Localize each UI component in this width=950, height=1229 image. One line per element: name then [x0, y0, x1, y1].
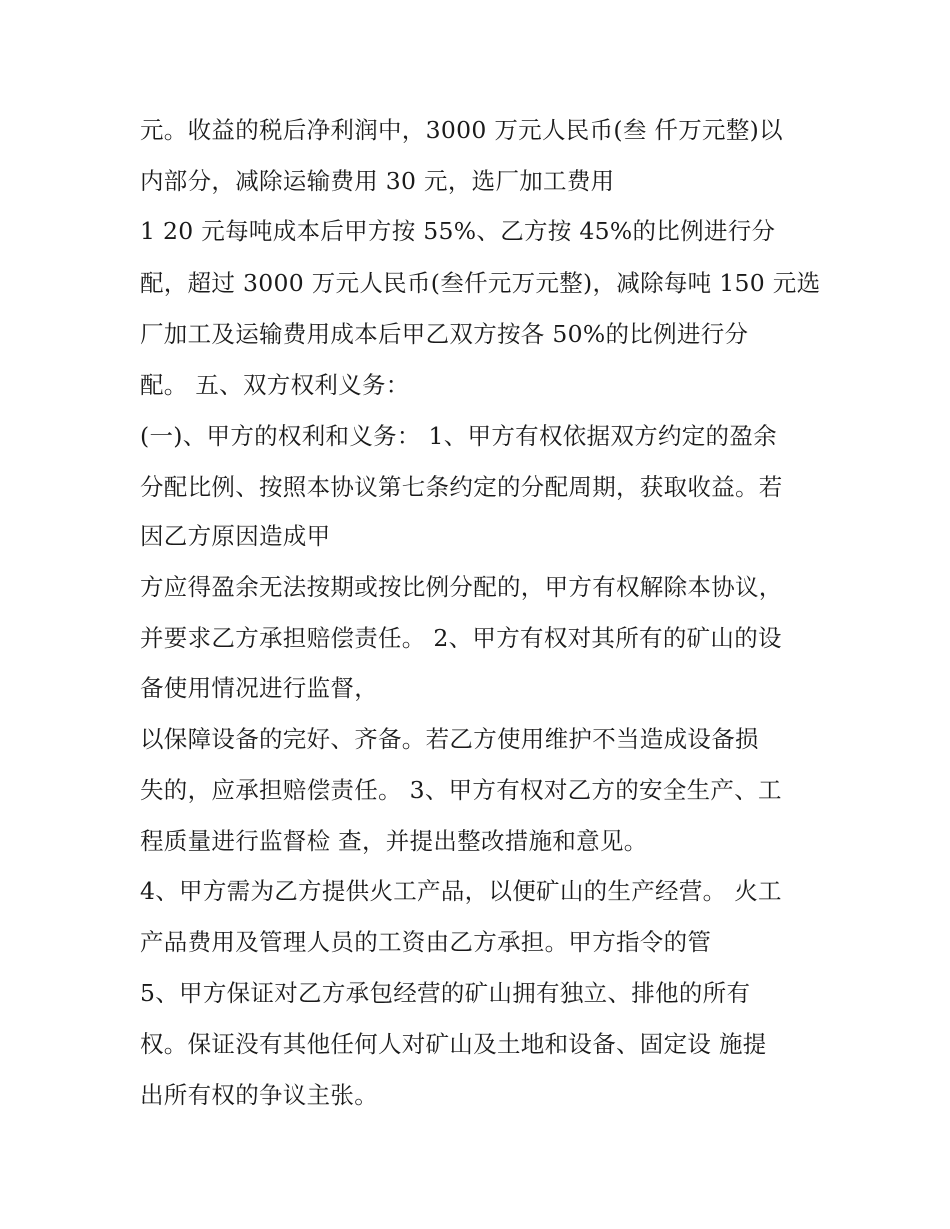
text-line-17: 产品费用及管理人员的工资由乙方承担。甲方指令的管	[140, 928, 712, 956]
text-line-13: 以保障设备的完好、齐备。若乙方使用维护不当造成设备损	[140, 725, 759, 753]
text-line-7: (一)、甲方的权利和义务： 1、甲方有权依据双方约定的盈余	[140, 422, 777, 450]
text-line-1: 元。收益的税后净利润中，3000 万元人民币(叁 仟万元整)以	[140, 116, 783, 144]
text-line-9: 因乙方原因造成甲	[140, 522, 331, 550]
text-line-19: 权。保证没有其他任何人对矿山及土地和设备、固定设 施提	[140, 1030, 767, 1058]
text-line-5: 厂加工及运输费用成本后甲乙双方按各 50%的比例进行分	[140, 320, 749, 348]
text-line-11: 并要求乙方承担赔偿责任。 2、甲方有权对其所有的矿山的设	[140, 624, 782, 652]
text-line-15: 程质量进行监督检 查，并提出整改措施和意见。	[140, 827, 648, 855]
text-line-4: 配，超过 3000 万元人民币(叁仟元万元整)，减除每吨 150 元选	[140, 269, 821, 297]
text-line-12: 备使用情况进行监督，	[140, 674, 378, 702]
text-line-8: 分配比例、按照本协议第七条约定的分配周期，获取收益。若	[140, 473, 783, 501]
text-line-20: 出所有权的争议主张。	[140, 1081, 378, 1109]
text-line-3: 1 20 元每吨成本后甲方按 55%、乙方按 45%的比例进行分	[140, 217, 776, 245]
text-line-14: 失的，应承担赔偿责任。 3、甲方有权对乙方的安全生产、工	[140, 776, 782, 804]
text-line-18: 5、甲方保证对乙方承包经营的矿山拥有独立、排他的所有	[140, 979, 751, 1007]
text-line-2: 内部分，减除运输费用 30 元，选厂加工费用	[140, 167, 615, 195]
text-line-6: 配。 五、双方权利义务：	[140, 371, 410, 399]
text-line-16: 4、甲方需为乙方提供火工产品，以便矿山的生产经营。 火工	[140, 877, 782, 905]
text-line-10: 方应得盈余无法按期或按比例分配的，甲方有权解除本协议，	[140, 573, 783, 601]
